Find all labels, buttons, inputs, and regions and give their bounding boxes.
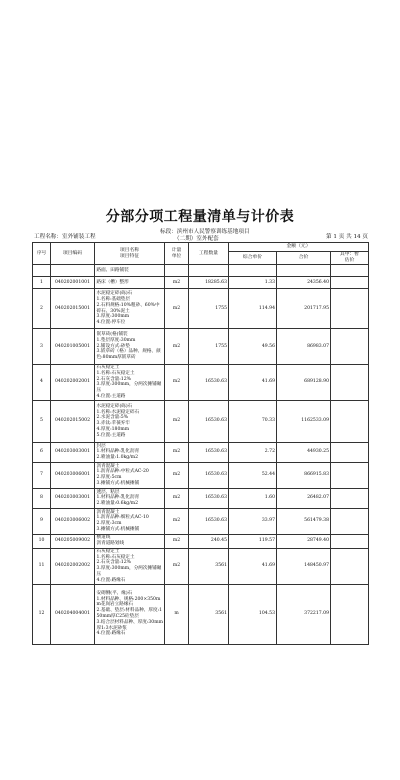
table-row	[33, 289, 369, 329]
cell-estimate	[331, 534, 369, 548]
cell-total: 561479.38	[277, 508, 331, 534]
table-row	[33, 365, 369, 401]
cell-unit: m2	[165, 534, 189, 548]
table-row	[33, 277, 369, 289]
cell-code: 040202015001	[51, 289, 95, 329]
project-name: 工程名称：室外铺装工程	[34, 234, 96, 240]
cell-unit: m2	[165, 508, 189, 534]
cell-estimate	[331, 289, 369, 329]
cell-unit: m2	[165, 442, 189, 462]
table-row	[33, 462, 369, 488]
cell-qty: 16530.63	[189, 462, 229, 488]
cell-code: 040202015002	[51, 400, 95, 442]
cell-estimate	[331, 488, 369, 508]
cell-empty	[229, 265, 277, 277]
table-row	[33, 548, 369, 584]
cell-qty: 16530.63	[189, 442, 229, 462]
cell-unit-price: 1.60	[229, 488, 277, 508]
cell-feature: 石灰稳定土 1.名称:石灰稳定土 2.石灰含量:12% 3.厚度:300mm，分两次摊铺碾压 4.位置:路缘石	[95, 548, 165, 584]
section-line-1: 标段：滨州市人民警察训练基地项目	[160, 229, 250, 235]
cell-unit-price: 1.33	[229, 277, 277, 289]
cell-feature: 沥青混凝土 1.沥青品种:细粒式AC-10 2.厚度:3cm 3.摊铺方式:机械摊铺	[95, 508, 165, 534]
section-row-label: 路面、田路铺装	[95, 265, 165, 277]
cell-feature: 石灰稳定土 1.名称:石灰稳定土 2.石灰含量:12% 3.厚度:300mm，分两次摊铺碾压 4.位置:主道路	[95, 365, 165, 401]
cell-seq: 7	[33, 462, 51, 488]
cell-code: 040202001001	[51, 277, 95, 289]
cell-seq: 4	[33, 365, 51, 401]
cell-feature: 沥青混凝土 1.沥青品种:中粒式AC-20 2.厚度:5cm 3.摊铺方式:机械摊铺	[95, 462, 165, 488]
cell-unit: m2	[165, 462, 189, 488]
cell-qty: 1755	[189, 329, 229, 365]
section-label	[160, 229, 250, 243]
cell-estimate	[331, 548, 369, 584]
cell-unit: m2	[165, 548, 189, 584]
cell-seq: 9	[33, 508, 51, 534]
cell-estimate	[331, 400, 369, 442]
cell-qty: 16530.63	[189, 488, 229, 508]
cell-unit: m2	[165, 277, 189, 289]
cell-qty: 3561	[189, 584, 229, 644]
cell-unit-price: 2.72	[229, 442, 277, 462]
cell-unit-price: 114.94	[229, 289, 277, 329]
cell-unit: m2	[165, 289, 189, 329]
cell-empty	[33, 265, 51, 277]
cell-unit: m2	[165, 400, 189, 442]
header-unit: 计量 单位	[165, 243, 189, 265]
page-title: 分部分项工程量清单与计价表	[105, 209, 295, 225]
cell-code: 040203006001	[51, 462, 95, 488]
cell-feature: 安砌侧(平、缘)石 1.材料品种、规格:200×350mm花岗岩立路缘石 2.基础、垫层:材料品种、厚度:150mm厚C25砼垫层 3.结合层材料品种、厚度:30mm厚1:3水泥砂浆 4.位置:路缘石	[95, 584, 165, 644]
cell-empty	[189, 265, 229, 277]
header-name: 项目名称 项目特征	[95, 243, 165, 265]
cell-estimate	[331, 462, 369, 488]
cell-feature: 水泥稳定碎(砾)石 1.名称:基础垫层 2.石料规格:10%粗砂、60%中碎石、30%泥土 3.厚度:300mm 4.位置:停车位	[95, 289, 165, 329]
cell-unit-price: 41.69	[229, 548, 277, 584]
cell-qty: 1755	[189, 289, 229, 329]
cell-unit: m2	[165, 488, 189, 508]
cell-code: 040202002002	[51, 548, 95, 584]
cell-total: 1162533.09	[277, 400, 331, 442]
cell-seq: 2	[33, 289, 51, 329]
cell-estimate	[331, 442, 369, 462]
cell-seq: 12	[33, 584, 51, 644]
cell-qty: 16530.63	[189, 365, 229, 401]
cell-seq: 5	[33, 400, 51, 442]
cell-code: 040201005001	[51, 329, 95, 365]
header-code: 项目编码	[51, 243, 95, 265]
cell-feature: 横道线 沥青道路划线	[95, 534, 165, 548]
cell-unit-price: 49.56	[229, 329, 277, 365]
cell-seq: 8	[33, 488, 51, 508]
cell-unit: m2	[165, 365, 189, 401]
cell-code: 040205009002	[51, 534, 95, 548]
cell-total: 201717.95	[277, 289, 331, 329]
cell-total: 866915.83	[277, 462, 331, 488]
cell-seq: 10	[33, 534, 51, 548]
header-amount: 金额（元）	[229, 243, 369, 252]
cell-unit-price: 52.44	[229, 462, 277, 488]
cell-seq: 1	[33, 277, 51, 289]
cell-empty	[277, 265, 331, 277]
cell-total: 689128.90	[277, 365, 331, 401]
cell-unit: m2	[165, 329, 189, 365]
cell-unit-price: 119.57	[229, 534, 277, 548]
table-row	[33, 442, 369, 462]
cell-unit-price: 41.69	[229, 365, 277, 401]
table-row	[33, 508, 369, 534]
cell-code: 040203006002	[51, 508, 95, 534]
cell-empty	[51, 265, 95, 277]
cell-qty: 240.45	[189, 534, 229, 548]
header-unit-price: 综合单价	[229, 252, 277, 265]
cell-total: 28749.40	[277, 534, 331, 548]
bill-table	[32, 242, 369, 645]
cell-unit-price: 33.97	[229, 508, 277, 534]
cell-code: 040202002001	[51, 365, 95, 401]
header-qty: 工程数量	[189, 243, 229, 265]
table-row	[33, 400, 369, 442]
section-line-2: （二期）室外配套	[174, 236, 219, 242]
cell-empty	[165, 265, 189, 277]
cell-code: 040203003001	[51, 488, 95, 508]
cell-feature: 透层、粘层 1.材料品种:乳化沥青 2.喷油量:0.6kg/m2	[95, 488, 165, 508]
cell-estimate	[331, 329, 369, 365]
cell-feature: 封层 1.材料品种:乳化沥青 2.喷油量:1.0kg/m2	[95, 442, 165, 462]
cell-total: 86983.07	[277, 329, 331, 365]
table-row	[33, 534, 369, 548]
cell-estimate	[331, 508, 369, 534]
cell-total: 372217.09	[277, 584, 331, 644]
cell-total: 44930.25	[277, 442, 331, 462]
header-estimate: 其中：暂 估价	[331, 252, 369, 265]
cell-code: 040204004001	[51, 584, 95, 644]
cell-seq: 3	[33, 329, 51, 365]
cell-unit-price: 104.53	[229, 584, 277, 644]
cell-unit-price: 70.33	[229, 400, 277, 442]
cell-qty: 3561	[189, 548, 229, 584]
table-row	[33, 329, 369, 365]
table-row	[33, 488, 369, 508]
cell-code: 040203003001	[51, 442, 95, 462]
cell-total: 148450.97	[277, 548, 331, 584]
cell-estimate	[331, 584, 369, 644]
cell-estimate	[331, 365, 369, 401]
table-row	[33, 584, 369, 644]
cell-qty: 16530.63	[189, 400, 229, 442]
cell-seq: 6	[33, 442, 51, 462]
cell-feature: 路床（槽）整形	[95, 277, 165, 289]
cell-feature: 水泥稳定碎(砾)石 1.名称:水泥稳定碎石 2.水泥含量:5% 3.赤钛:苹葆弃牢 4.厚度:180mm 5.位置:主道路	[95, 400, 165, 442]
cell-unit: m	[165, 584, 189, 644]
cell-feature: 嵌草砖(格)铺装 1.垫层厚度:30mm 2.铺设方式:砂垫 3.嵌草砖（格）品种、规格、颜色:80mm厚嵌草砖	[95, 329, 165, 365]
header-total: 合价	[277, 252, 331, 265]
cell-total: 26482.07	[277, 488, 331, 508]
page-indicator: 第 1 页 共 14 页	[326, 234, 368, 240]
cell-total: 24356.40	[277, 277, 331, 289]
cell-qty: 16530.63	[189, 508, 229, 534]
cell-estimate	[331, 277, 369, 289]
cell-empty	[331, 265, 369, 277]
cell-qty: 18285.63	[189, 277, 229, 289]
cell-seq: 11	[33, 548, 51, 584]
header-seq: 序号	[33, 243, 51, 265]
